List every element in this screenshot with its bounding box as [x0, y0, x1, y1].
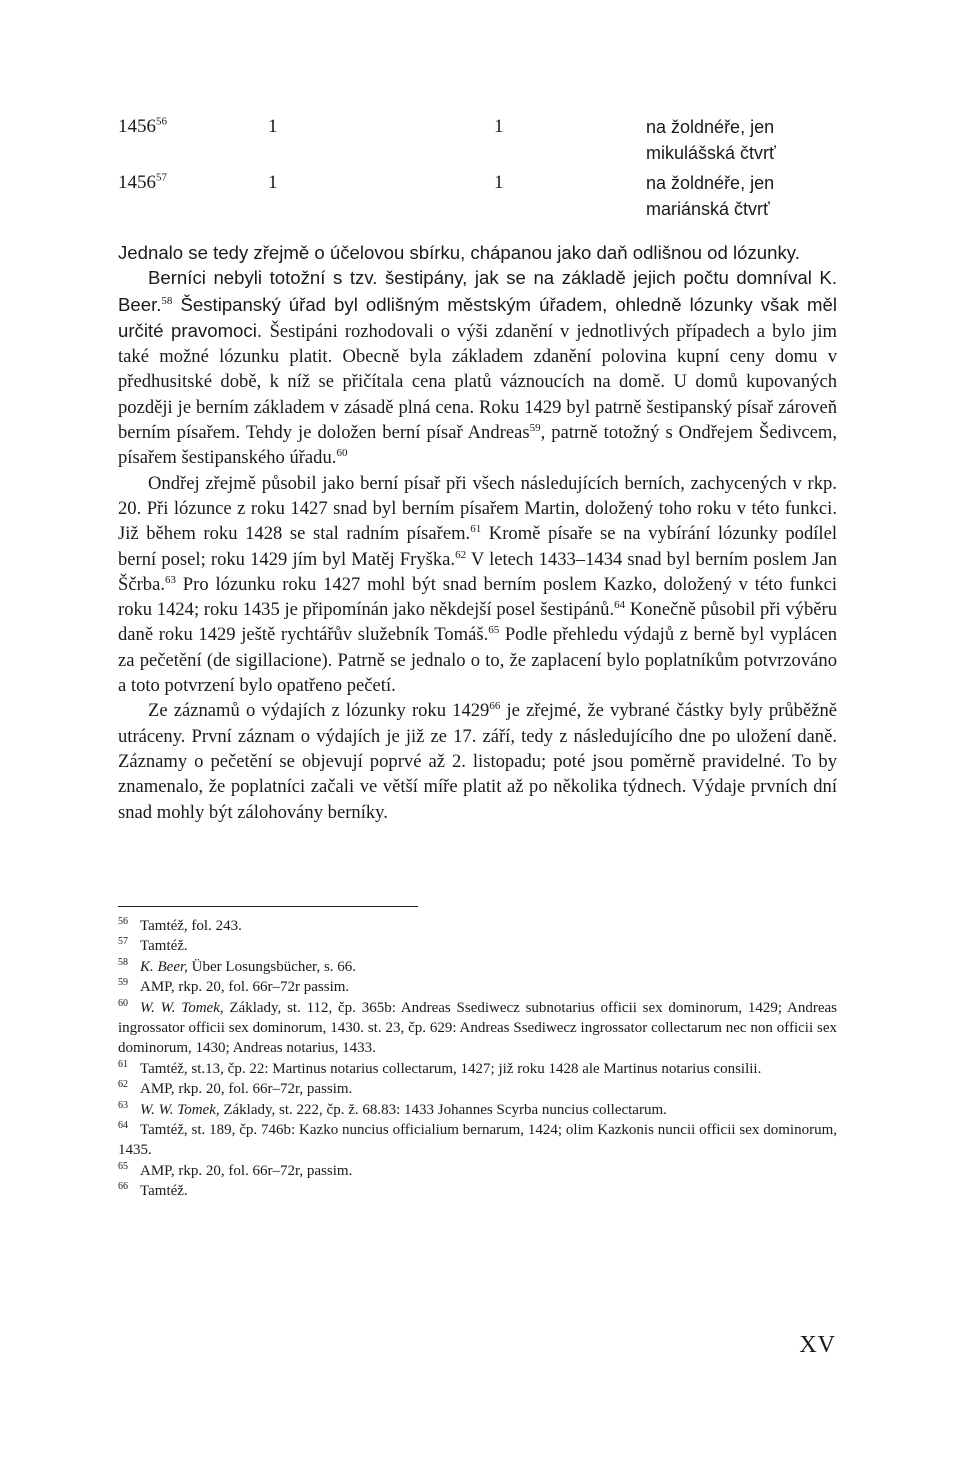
footnote: 61 Tamtéž, st.13, čp. 22: Martinus notarius collectarum, 1427; již roku 1428 ale Martinus notarius consilii. [118, 1058, 762, 1077]
row-count-1: 1 [268, 116, 278, 137]
paragraph: Jednalo se tedy zřejmě o účelovou sbírku, chápanou jako daň odlišnou od lózunky. [118, 242, 800, 263]
paragraph: Ze záznamů o výdajích z lózunky roku 1429$^{66}$ je zřejmé, že vybrané částky byly průběžně utráceny. První záznam o výdajích je již ze 17. září, tedy z následujícího dne po uložení daně. Záznamy o pečetění se objevují poprvé až 2. listopadu; poté jsou poměrně pravidelné. To by znamenalo, že poplatníci začali ve větší míře platit až po několika týdnech. Výdaje prvních dní snad mohly být zálohovány berníky. [118, 700, 837, 823]
row-year: 1456$^{57}$ [118, 171, 167, 193]
footnote: 62 AMP, rkp. 20, fol. 66r–72r, passim. [118, 1079, 353, 1098]
row-count-1: 1 [268, 172, 278, 193]
row-year: 1456$^{56}$ [118, 115, 167, 137]
footnote: 58 K. Beer, Über Losungsbücher, s. 66. [118, 956, 357, 975]
footnote: 63 W. W. Tomek, Základy, st. 222, čp. ž. 68.83: 1433 Johannes Scyrba nuncius collectarum. [118, 1099, 667, 1118]
body-text [118, 240, 837, 825]
footnote: 56 Tamtéž, fol. 243. [118, 916, 242, 934]
footnote: 57 Tamtéž. [118, 936, 188, 955]
row-count-2: 1 [494, 172, 504, 193]
paragraph: Ondřej zřejmě působil jako berní písař při všech následujících berních, zachycených v rkp. 20. Při lózunce z roku 1427 snad byl berním písařem Martin, doložený toho roku v této funkci. Již během roku 1428 se stal radním písařem.$^{61}$ Kromě písaře se na vybírání lózunky podílel berní posel; roku 1429 jím byl Matěj Fryška.$^{62}$ V letech 1433–1434 snad byl berním poslem Jan Ščrba.$^{63}$ Pro lózunku roku 1427 mohl být snad berním poslem Kazko, doložený v této funkci roku 1424; roku 1435 je připomínán jako někdejší posel šestipánů.$^{64}$ Konečně působil při výběru daně roku 1429 ještě rychtářův služebník Tomáš.$^{65}$ Podle přehledu výdajů z berně byl vyplácen za pečetění (de sigillacione). Patrně se jednalo o to, že zaplacení bylo poplatníkům potvrzováno a toto potvrzení bylo opatřeno pečetí. [118, 472, 837, 697]
paragraph: Berníci nebyli totožní s tzv. šestipány, jak se na základě jejich počtu domníval K. Beer.$^{58}$ Šestipanský úřad byl odlišným městským úřadem, ohledně lózunky však měl určité pravomoci. Šestipáni rozhodovali o výši zdanění v jednotlivých případech a bylo jim také možné lózunku platit. Obecně byla základem zdanění polovina kupní ceny domu v předhusitské době, k níž se přičítala cena platů váznoucích na domě. U domů kupovaných později je berním základem v zásadě plná cena. Roku 1429 byl patrně šestipanský písař zároveň berním písařem. Tehdy je doložen berní písař Andreas$^{59}$, patrně totožný s Ondřejem Šedivcem, písařem šestipanského úřadu.$^{60}$ [118, 267, 837, 469]
row-count-2: 1 [494, 116, 504, 137]
page-number: XV [799, 1332, 836, 1358]
footnote-separator [118, 906, 418, 907]
footnote: 64 Tamtéž, st. 189, čp. 746b: Kazko nuncius officialium bernarum, 1424; olim Kazkonis nuncii officii sex dominorum, 1435. [118, 1120, 837, 1159]
footnotes [118, 916, 837, 1202]
row-note: na žoldnéře, jen mikulášská čtvrť [646, 117, 776, 163]
footnote: 60 W. W. Tomek, Základy, st. 112, čp. 365b: Andreas Ssediwecz subnotarius officii sex dominorum, 1429; Andreas ingrossator officii sex dominorum, 1430. st. 23, čp. 629: Andreas Ssediwecz ingrossator collectarum nec non officii sex dominorum, 1430; Andreas notarius, 1433. [118, 997, 837, 1057]
footnote: 65 AMP, rkp. 20, fol. 66r–72r, passim. [118, 1160, 353, 1179]
row-note: na žoldnéře, jen mariánská čtvrť [646, 173, 775, 219]
footnote: 59 AMP, rkp. 20, fol. 66r–72r passim. [118, 977, 350, 996]
footnote: 66 Tamtéž. [118, 1181, 188, 1200]
